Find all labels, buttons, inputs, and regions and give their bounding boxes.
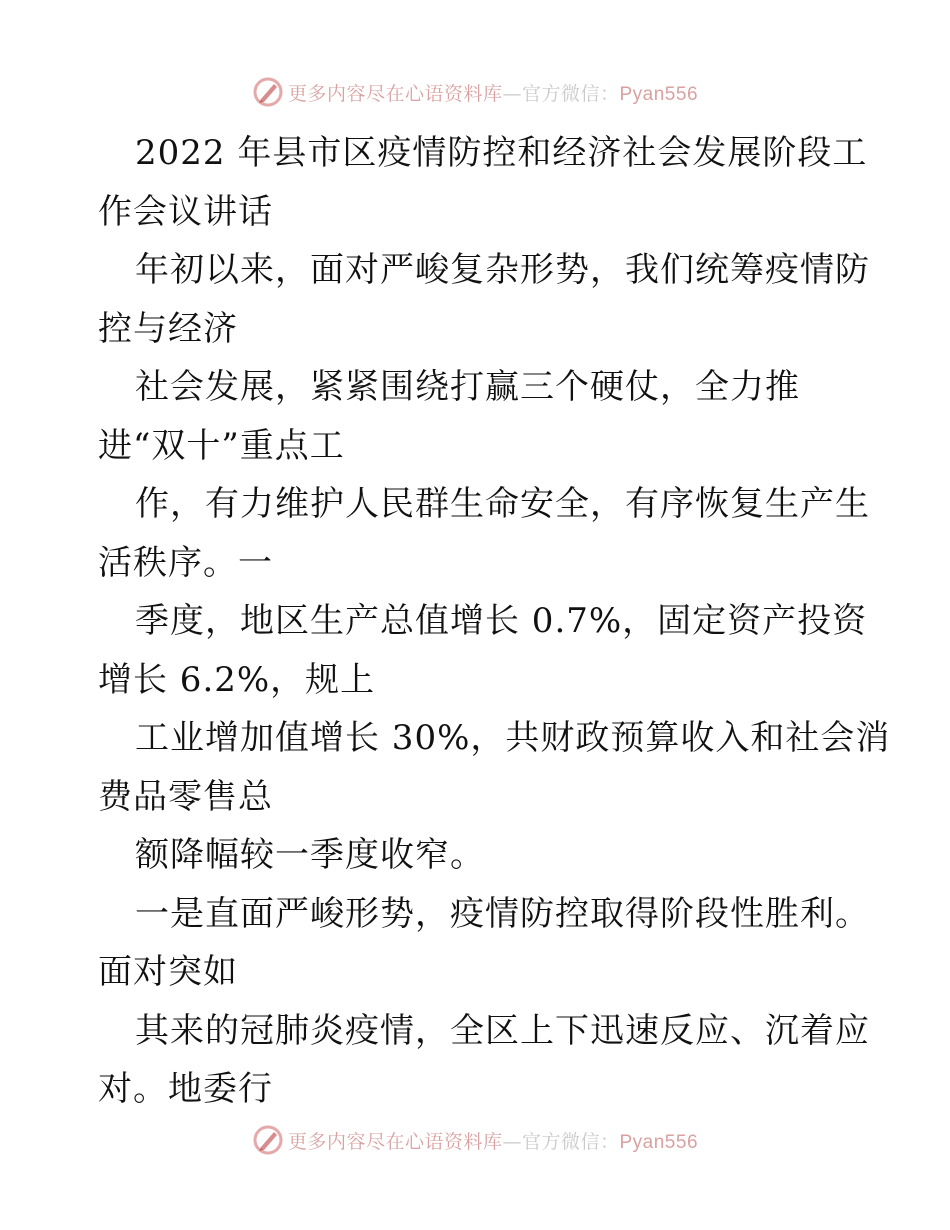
watermark-text: 更多内容尽在心语资料库—官方微信：Pyan556 — [287, 1130, 699, 1153]
pen-logo-icon — [252, 1124, 284, 1156]
paragraph-line: 进“双十”重点工 — [98, 425, 345, 466]
document-body — [98, 124, 891, 1119]
paragraph-line: 费品零售总 — [98, 776, 273, 817]
header-watermark — [0, 72, 950, 112]
paragraph-line: 其来的冠肺炎疫情，全区上下迅速反应、沉着应 — [135, 1010, 870, 1051]
paragraph-line: 控与经济 — [98, 308, 238, 349]
paragraph-line: 年初以来，面对严峻复杂形势，我们统筹疫情防 — [135, 250, 870, 290]
paragraph-line: 额降幅较一季度收窄。 — [135, 835, 485, 875]
footer-watermark — [0, 1120, 950, 1160]
pen-logo-icon — [252, 76, 284, 108]
title-line-1: 2022 年县市区疫情防控和经济社会发展阶段工 — [135, 133, 868, 173]
title-line-2: 作会议讲话 — [98, 191, 273, 232]
paragraph-line: 作，有力维护人民群生命安全，有序恢复生产生 — [135, 484, 870, 524]
paragraph-line: 对。地委行 — [98, 1069, 273, 1109]
paragraph-line: 工业增加值增长 30%，共财政预算收入和社会消 — [135, 718, 891, 758]
paragraph-line: 活秩序。一 — [98, 542, 273, 583]
paragraph-line: 增长 6.2%，规上 — [98, 659, 376, 700]
watermark-text: 更多内容尽在心语资料库—官方微信：Pyan556 — [287, 82, 699, 105]
paragraph-line: 面对突如 — [98, 952, 238, 992]
paragraph-line: 季度，地区生产总值增长 0.7%，固定资产投资 — [135, 601, 868, 641]
paragraph-line: 一是直面严峻形势，疫情防控取得阶段性胜利。 — [135, 893, 870, 934]
paragraph-line: 社会发展，紧紧围绕打赢三个硬仗，全力推 — [135, 367, 800, 407]
